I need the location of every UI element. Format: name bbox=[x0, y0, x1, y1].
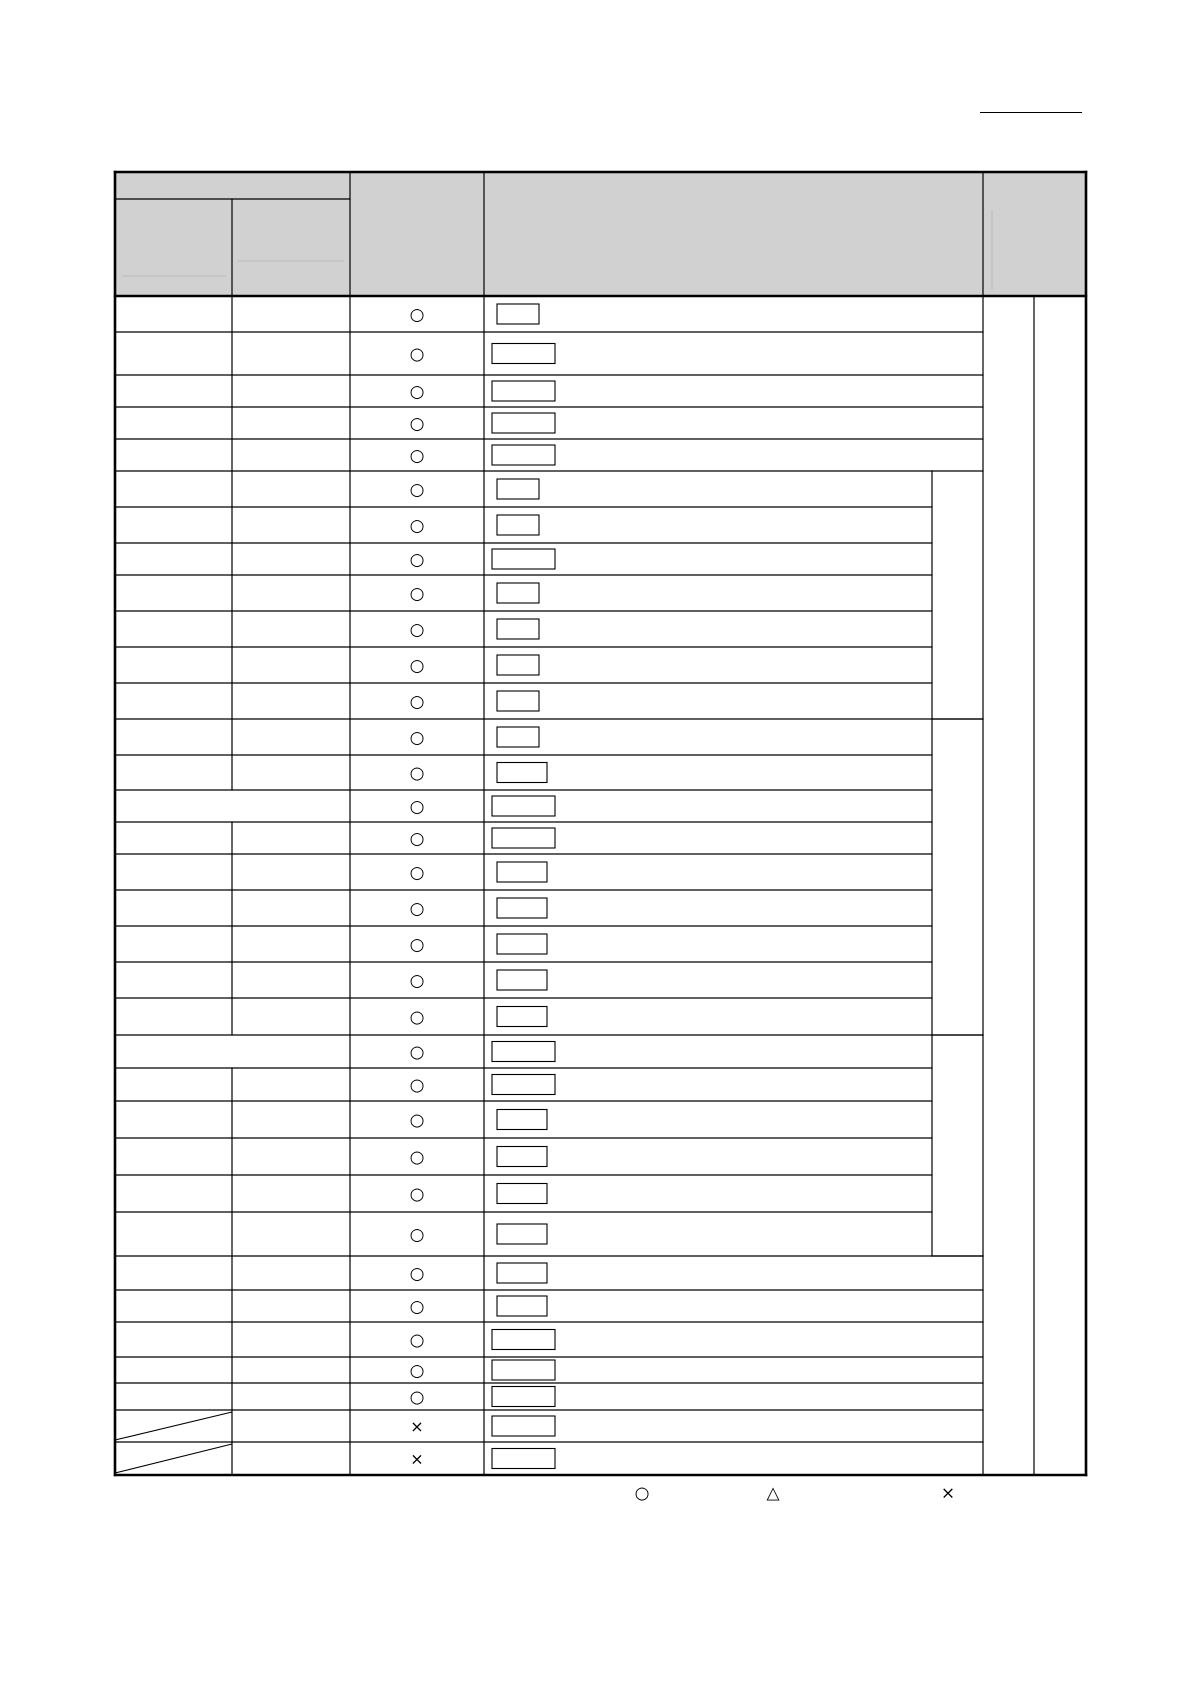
status-mark: ○ bbox=[409, 728, 425, 748]
field-box bbox=[492, 413, 555, 433]
status-mark: ○ bbox=[409, 797, 425, 817]
status-mark: ○ bbox=[409, 763, 425, 784]
status-mark: ○ bbox=[409, 971, 425, 991]
field-box bbox=[492, 1387, 555, 1407]
field-box bbox=[492, 549, 555, 569]
field-box bbox=[497, 479, 539, 499]
field-box bbox=[492, 1075, 555, 1095]
field-box bbox=[497, 1007, 547, 1027]
status-mark: ○ bbox=[409, 382, 425, 402]
field-box bbox=[497, 1263, 547, 1283]
status-mark: ○ bbox=[409, 550, 425, 570]
status-mark: ○ bbox=[409, 1007, 425, 1028]
field-box bbox=[497, 1184, 547, 1204]
legend-supported-symbol: ○ bbox=[634, 1483, 650, 1504]
field-box bbox=[497, 1147, 547, 1167]
field-box bbox=[492, 828, 555, 848]
field-box bbox=[492, 1330, 555, 1350]
status-mark: ○ bbox=[409, 1264, 425, 1284]
legend-partial-symbol: △ bbox=[766, 1483, 780, 1504]
status-mark: ○ bbox=[409, 1042, 425, 1063]
field-box bbox=[492, 1360, 555, 1380]
field-box bbox=[497, 862, 547, 882]
field-box bbox=[492, 445, 555, 465]
status-mark: ○ bbox=[409, 1184, 425, 1205]
field-box bbox=[497, 619, 539, 639]
status-mark: ○ bbox=[409, 1330, 425, 1351]
status-mark: ○ bbox=[409, 935, 425, 955]
field-box bbox=[492, 344, 555, 364]
status-mark: ○ bbox=[409, 1110, 425, 1131]
header-band bbox=[115, 172, 1086, 296]
field-box bbox=[492, 1416, 555, 1436]
field-box bbox=[492, 381, 555, 401]
field-box bbox=[497, 304, 539, 324]
status-mark: ○ bbox=[409, 344, 425, 365]
status-mark: ○ bbox=[409, 1147, 425, 1168]
diagonal-strike bbox=[115, 1412, 232, 1440]
status-mark: ○ bbox=[409, 863, 425, 883]
field-box bbox=[497, 934, 547, 954]
status-mark: ○ bbox=[409, 584, 425, 604]
status-mark: ○ bbox=[409, 656, 425, 676]
status-mark: × bbox=[410, 1449, 424, 1469]
field-box bbox=[492, 1042, 555, 1062]
status-mark: ○ bbox=[409, 446, 425, 466]
status-mark: ○ bbox=[409, 414, 425, 434]
status-mark: ○ bbox=[409, 480, 425, 500]
field-box bbox=[497, 583, 539, 603]
status-mark: ○ bbox=[409, 899, 425, 919]
status-mark: ○ bbox=[409, 1361, 425, 1381]
status-mark: ○ bbox=[409, 1225, 425, 1245]
status-mark: ○ bbox=[409, 1075, 425, 1096]
status-mark: ○ bbox=[409, 1387, 425, 1408]
field-box bbox=[497, 898, 547, 918]
field-box bbox=[497, 970, 547, 990]
legend-unsupported-symbol: × bbox=[940, 1483, 956, 1504]
field-box bbox=[497, 1224, 547, 1244]
field-box bbox=[497, 1110, 547, 1130]
field-box bbox=[497, 727, 539, 747]
field-box bbox=[492, 1449, 555, 1469]
diagonal-strike bbox=[115, 1444, 232, 1473]
status-mark: ○ bbox=[409, 692, 425, 712]
status-mark: ○ bbox=[409, 305, 425, 325]
field-box bbox=[497, 655, 539, 675]
field-box bbox=[492, 796, 555, 816]
status-mark: ○ bbox=[409, 516, 425, 536]
field-box bbox=[497, 763, 547, 783]
field-box bbox=[497, 515, 539, 535]
status-mark: ○ bbox=[409, 1297, 425, 1317]
field-box bbox=[497, 1296, 547, 1316]
status-mark: ○ bbox=[409, 829, 425, 849]
field-box bbox=[497, 691, 539, 711]
status-mark: ○ bbox=[409, 620, 425, 640]
status-mark: × bbox=[410, 1417, 424, 1436]
